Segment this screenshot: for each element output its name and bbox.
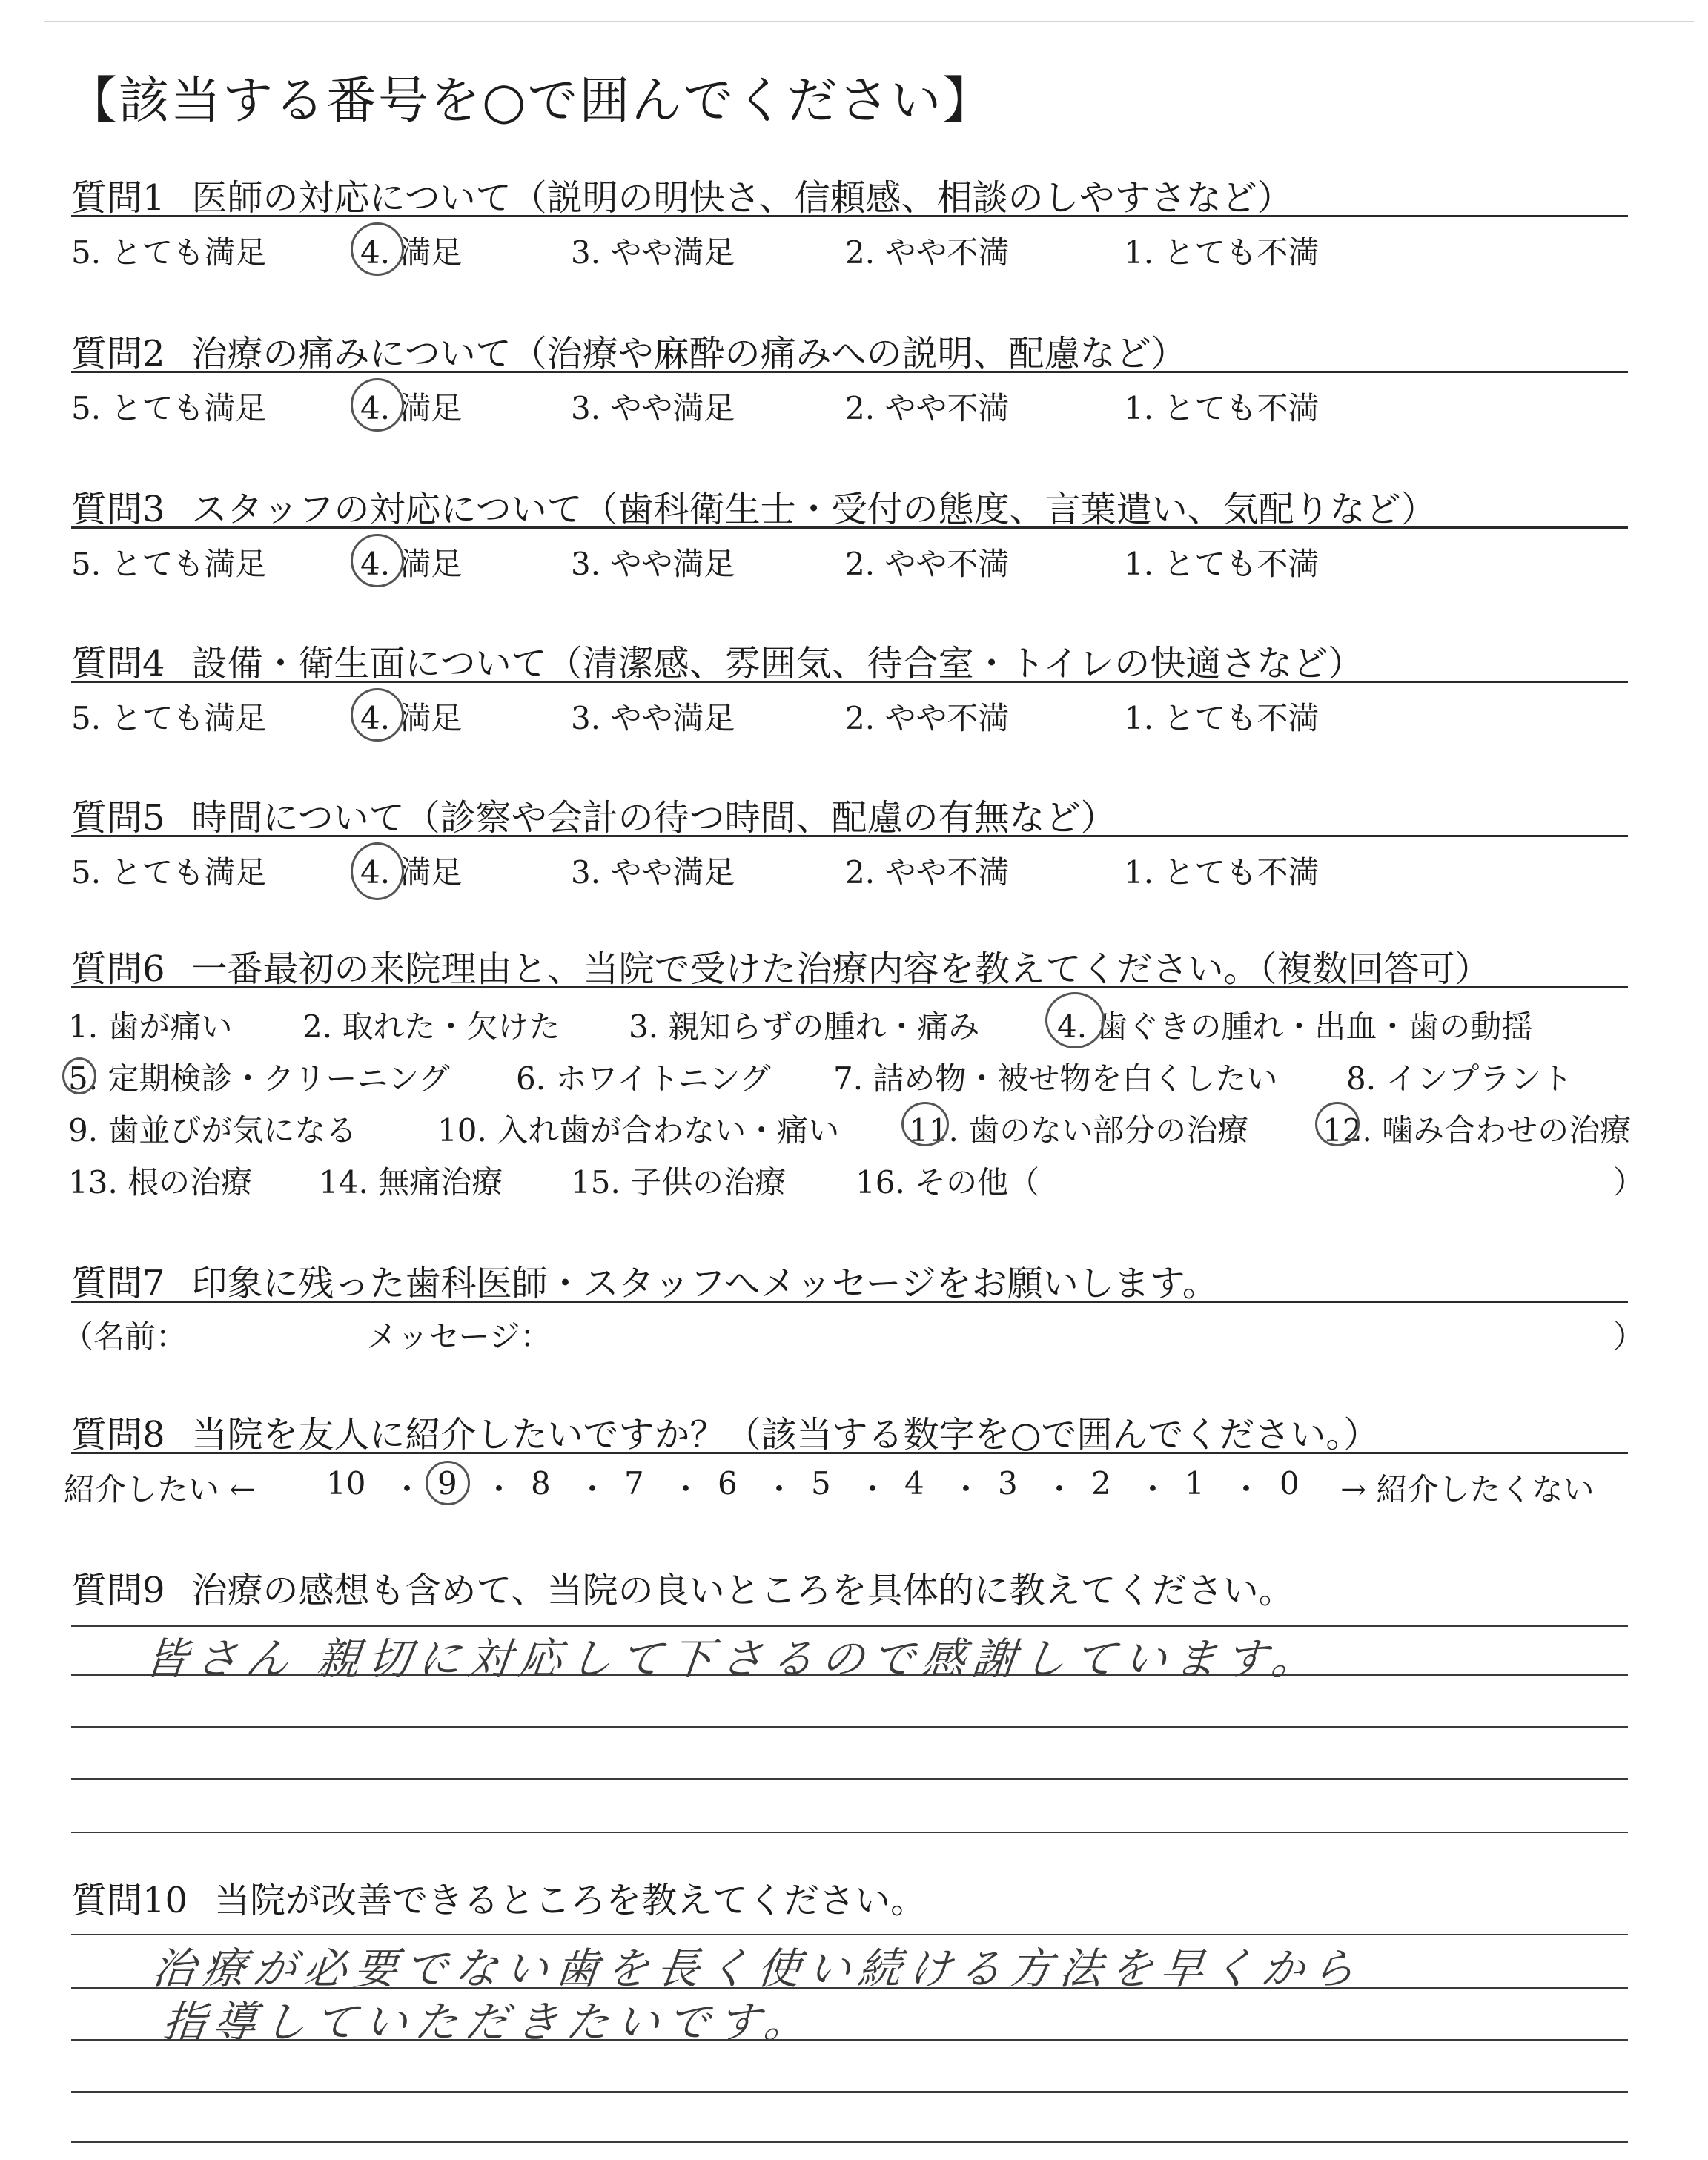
option-1[interactable]: 1. とても不満 [1124, 700, 1320, 736]
scale-2[interactable]: 2 [1091, 1465, 1111, 1502]
option-6[interactable]: 6. ホワイトニング [516, 1060, 771, 1097]
question-number: 質問4 [71, 643, 165, 684]
question-rule [71, 526, 1628, 529]
question-number: 質問1 [71, 177, 165, 219]
question-number: 質問5 [71, 797, 165, 839]
option-5[interactable]: 5. 定期検診・クリーニング [68, 1060, 450, 1097]
option-2[interactable]: 2. やや不満 [845, 390, 1010, 426]
question-text: 医師の対応について（説明の明快さ、信頼感、相談のしやすさなど） [191, 177, 1293, 219]
question-text: 当院が改善できるところを教えてください。 [214, 1880, 927, 1921]
scale-separator: ・ [391, 1471, 423, 1507]
handwritten-answer[interactable]: 皆さん 親切に対応して下さるので感謝しています。 [142, 1634, 1325, 1684]
handwritten-answer-line-1[interactable]: 治療が必要でない歯を長く使い続ける方法を早くから [149, 1943, 1366, 1994]
option-1[interactable]: 1. 歯が痛い [68, 1008, 233, 1045]
option-5[interactable]: 5. とても満足 [71, 234, 267, 271]
question-rule [71, 986, 1628, 988]
scale-separator: ・ [950, 1471, 982, 1507]
option-2[interactable]: 2. やや不満 [845, 234, 1010, 271]
option-7[interactable]: 7. 詰め物・被せ物を白くしたい [833, 1060, 1278, 1097]
scale-separator: ・ [857, 1471, 889, 1507]
scale-separator: ・ [764, 1471, 795, 1507]
question-rule [71, 1301, 1628, 1303]
option-9[interactable]: 9. 歯並びが気になる [68, 1112, 357, 1149]
option-13[interactable]: 13. 根の治療 [68, 1164, 253, 1200]
option-2[interactable]: 2. やや不満 [845, 854, 1010, 891]
writing-line [71, 1726, 1628, 1728]
question-rule [71, 681, 1628, 683]
scale-separator: ・ [483, 1471, 515, 1507]
recommend-right-label: → 紹介したくない [1340, 1471, 1595, 1507]
question-text: 治療の痛みについて（治療や麻酔の痛みへの説明、配慮など） [191, 333, 1187, 374]
scale-separator: ・ [1231, 1471, 1262, 1507]
question-number: 質問6 [71, 948, 165, 990]
option-5[interactable]: 5. とても満足 [71, 854, 267, 891]
close-paren: ） [1613, 1318, 1645, 1355]
question-number: 質問9 [71, 1570, 165, 1611]
option-3[interactable]: 3. やや満足 [571, 546, 735, 582]
option-1[interactable]: 1. とても不満 [1124, 234, 1320, 271]
message-label: メッセージ： [366, 1318, 552, 1355]
option-5[interactable]: 5. とても満足 [71, 546, 267, 582]
writing-line [71, 2091, 1628, 2093]
scale-7[interactable]: 7 [624, 1465, 644, 1502]
name-label: （名前： [62, 1318, 188, 1355]
question-number: 質問7 [71, 1263, 165, 1304]
question-text: 印象に残った歯科医師・スタッフへメッセージをお願いします。 [191, 1263, 1218, 1304]
question-text: 設備・衛生面について（清潔感、雰囲気、待合室・トイレの快適さなど） [191, 643, 1364, 684]
option-2[interactable]: 2. やや不満 [845, 546, 1010, 582]
option-3[interactable]: 3. やや満足 [571, 700, 735, 736]
writing-line [71, 1778, 1628, 1780]
scale-separator: ・ [577, 1471, 609, 1507]
question-number: 質問2 [71, 333, 165, 374]
question-rule [71, 215, 1628, 217]
option-14[interactable]: 14. 無痛治療 [319, 1164, 503, 1200]
question-text: 一番最初の来院理由と、当院で受けた治療内容を教えてください。（複数回答可） [191, 948, 1491, 990]
question-rule [71, 1452, 1628, 1454]
scale-separator: ・ [1137, 1471, 1169, 1507]
scale-1[interactable]: 1 [1185, 1465, 1205, 1502]
option-3[interactable]: 3. やや満足 [571, 234, 735, 271]
scale-separator: ・ [670, 1471, 702, 1507]
option-4[interactable]: 4. 満足 [360, 390, 463, 426]
scale-3[interactable]: 3 [998, 1465, 1018, 1502]
scale-separator: ・ [1044, 1471, 1076, 1507]
question-number: 質問10 [71, 1880, 188, 1921]
writing-line [71, 1832, 1628, 1833]
option-3[interactable]: 3. やや満足 [571, 390, 735, 426]
option-12[interactable]: 12. 噛み合わせの治療 [1323, 1112, 1632, 1149]
question-number: 質問3 [71, 489, 165, 530]
writing-line [71, 2141, 1628, 2143]
option-4[interactable]: 4. 満足 [360, 854, 463, 891]
scale-5[interactable]: 5 [811, 1465, 831, 1502]
option-3[interactable]: 3. やや満足 [571, 854, 735, 891]
scale-4[interactable]: 4 [904, 1465, 924, 1502]
scale-0[interactable]: 0 [1280, 1465, 1300, 1502]
option-8[interactable]: 8. インプラント [1346, 1060, 1573, 1097]
question-text: スタッフの対応について（歯科衛生士・受付の態度、言葉遣い、気配りなど） [191, 489, 1437, 530]
option-5[interactable]: 5. とても満足 [71, 390, 267, 426]
option-3[interactable]: 3. 親知らずの腫れ・痛み [629, 1008, 980, 1045]
option-11[interactable]: 11. 歯のない部分の治療 [909, 1112, 1249, 1149]
scale-8[interactable]: 8 [531, 1465, 551, 1502]
question-text: 当院を友人に紹介したいですか？（該当する数字を○で囲んでください。） [191, 1414, 1380, 1456]
option-2[interactable]: 2. 取れた・欠けた [302, 1008, 560, 1045]
top-border [44, 21, 1694, 22]
scale-10[interactable]: 10 [326, 1465, 366, 1502]
scale-6[interactable]: 6 [718, 1465, 738, 1502]
handwritten-answer-line-2[interactable]: 指導していただきたいです。 [159, 1997, 818, 2047]
option-4[interactable]: 4. 満足 [360, 234, 463, 271]
option-1[interactable]: 1. とても不満 [1124, 546, 1320, 582]
option-16[interactable]: 16. その他（ [855, 1164, 1040, 1200]
close-paren: ） [1613, 1164, 1645, 1200]
instruction-header: 【該当する番号を○で囲んでください】 [67, 72, 995, 131]
question-text: 時間について（診察や会計の待つ時間、配慮の有無など） [191, 797, 1116, 839]
option-2[interactable]: 2. やや不満 [845, 700, 1010, 736]
question-number: 質問8 [71, 1414, 165, 1456]
option-15[interactable]: 15. 子供の治療 [571, 1164, 787, 1200]
scale-9[interactable]: 9 [437, 1465, 457, 1502]
option-4[interactable]: 4. 歯ぐきの腫れ・出血・歯の動揺 [1057, 1008, 1533, 1045]
question-rule [71, 371, 1628, 373]
option-5[interactable]: 5. とても満足 [71, 700, 267, 736]
option-4[interactable]: 4. 満足 [360, 700, 463, 736]
question-rule [71, 835, 1628, 837]
option-10[interactable]: 10. 入れ歯が合わない・痛い [437, 1112, 840, 1149]
option-4[interactable]: 4. 満足 [360, 546, 463, 582]
recommend-left-label: 紹介したい ← [64, 1471, 256, 1507]
option-1[interactable]: 1. とても不満 [1124, 390, 1320, 426]
question-text: 治療の感想も含めて、当院の良いところを具体的に教えてください。 [191, 1570, 1294, 1611]
option-1[interactable]: 1. とても不満 [1124, 854, 1320, 891]
